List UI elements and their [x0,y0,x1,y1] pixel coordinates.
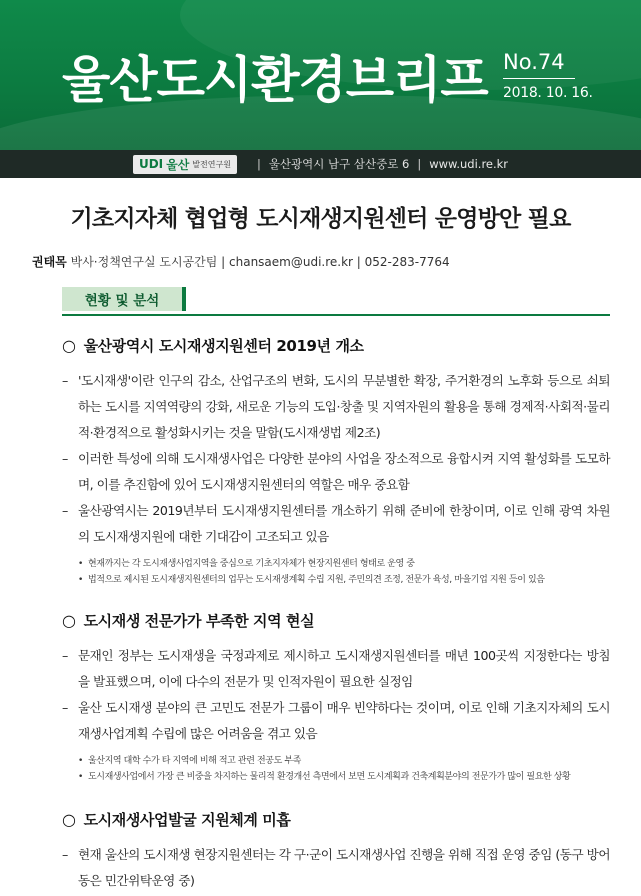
udi-logo [133,155,239,174]
logo-sub: 발전연구원 [192,159,231,169]
section-label: 현황 및 분석 [62,287,186,311]
author-line [32,253,450,270]
dash-icon: – [62,700,68,715]
item-text: 이러한 특성에 의해 도시재생사업은 다양한 분야의 사업을 장소적으로 융합시켜 지역 활성화를 도모하며, 이를 추진함에 있어 도시재생지원센터의 역할은 매우 중요함 [78,451,610,492]
issue-date: 2018. 10. 16. [503,85,593,101]
block-heading [62,335,610,356]
item-text: 문재인 정부는 도시재생을 국정과제로 제시하고 도시재생지원센터를 매년 100곳씩 지정한다는 방침을 발표했으며, 이에 다수의 전문가 및 인적자원이 필요한 실정임 [78,648,610,689]
dash-icon: – [62,648,68,663]
logo-mark-text: UDI [138,157,164,171]
dash-icon: – [62,451,68,466]
block-heading [62,610,610,631]
author-info: 박사·정책연구실 도시공간팀 | chansaem@udi.re.kr | 052-283-7764 [70,255,450,269]
header-banner [0,0,641,150]
list-item [62,643,610,695]
dash-icon: – [62,503,68,518]
bullet-item [78,556,610,572]
list-item [62,446,610,498]
article-title: 기초지자체 협업형 도시재생지원센터 운영방안 필요 [70,206,571,232]
dash-icon: – [62,373,68,388]
circle-icon: ○ [62,336,76,355]
dash-icon: – [62,847,68,862]
separator: | [256,157,261,171]
bullet-text: 법적으로 제시된 도시재생지원센터의 업무는 도시재생계획 수립 지원, 주민의견 조정, 전문가 육성, 마을기업 지원 등이 있음 [88,575,545,585]
bullet-item [78,572,610,588]
section-divider [62,314,610,316]
bullet-icon: • [78,575,83,585]
bullet-list [62,556,610,588]
website-link[interactable]: www.udi.re.kr [429,157,509,171]
item-text: 현재 울산의 도시재생 현장지원센터는 각 구·군이 도시재생사업 진행을 위해 직접 운영 중임 (동구 방어동은 민간위탁운영 중) [78,847,610,888]
list-item [62,498,610,550]
heading-text: 도시재생 전문가가 부족한 지역 현실 [83,612,315,630]
logo-mark [133,155,237,174]
issue-number: No.74 [503,50,575,79]
address: 울산광역시 남구 삼산중로 6 [268,157,410,171]
list-item [62,695,610,747]
issue-info [503,50,603,101]
list-item [62,368,610,446]
bullet-item [78,769,610,785]
bullet-icon: • [78,772,83,782]
bullet-text: 울산지역 대학 수가 타 지역에 비해 적고 관련 전공도 부족 [88,756,301,766]
section-tag [62,287,192,311]
bullet-icon: • [78,756,83,766]
logo-text: 울산 [166,157,190,172]
heading-text: 울산광역시 도시재생지원센터 2019년 개소 [83,337,364,355]
bullet-text: 도시재생사업에서 가장 큰 비중을 차지하는 물리적 환경개선 측면에서 보면 도시계획과 건축계획분야의 전문가가 많이 필요한 상황 [88,772,571,782]
block-heading [62,809,610,830]
circle-icon: ○ [62,810,76,829]
heading-text: 도시재생사업발굴 지원체계 미흡 [83,811,291,829]
item-text: '도시재생'이란 인구의 감소, 산업구조의 변화, 도시의 무분별한 확장, 주거환경의 노후화 등으로 쇠퇴하는 도시를 지역역량의 강화, 새로운 기능의 도입·창출 및 지역자원의 활용을 통해 경제적·사회적·물리적·환경적으로 활성화시키는 것을 말함(도시재생법 제2조) [78,373,610,440]
list-item [62,842,610,894]
bullet-icon: • [78,559,83,569]
bullet-list [62,753,610,785]
item-text: 울산광역시는 2019년부터 도시재생지원센터를 개소하기 위해 준비에 한창이며, 이로 인해 광역 차원의 도시재생지원에 대한 기대감이 고조되고 있음 [78,503,610,544]
separator: | [417,157,422,171]
brief-title: 울산도시환경브리프 [62,51,488,109]
author-name: 권태목 [32,255,67,269]
circle-icon: ○ [62,611,76,630]
article-body [62,335,610,894]
info-bar [0,150,641,178]
item-text: 울산 도시재생 분야의 큰 고민도 전문가 그룹이 매우 빈약하다는 것이며, 이로 인해 기초지자체의 도시재생사업계획 수립에 많은 어려움을 겪고 있음 [78,700,610,741]
bullet-item [78,753,610,769]
bullet-text: 현재까지는 각 도시재생사업지역을 중심으로 기초지자체가 현장지원센터 형태로 운영 중 [88,559,415,569]
